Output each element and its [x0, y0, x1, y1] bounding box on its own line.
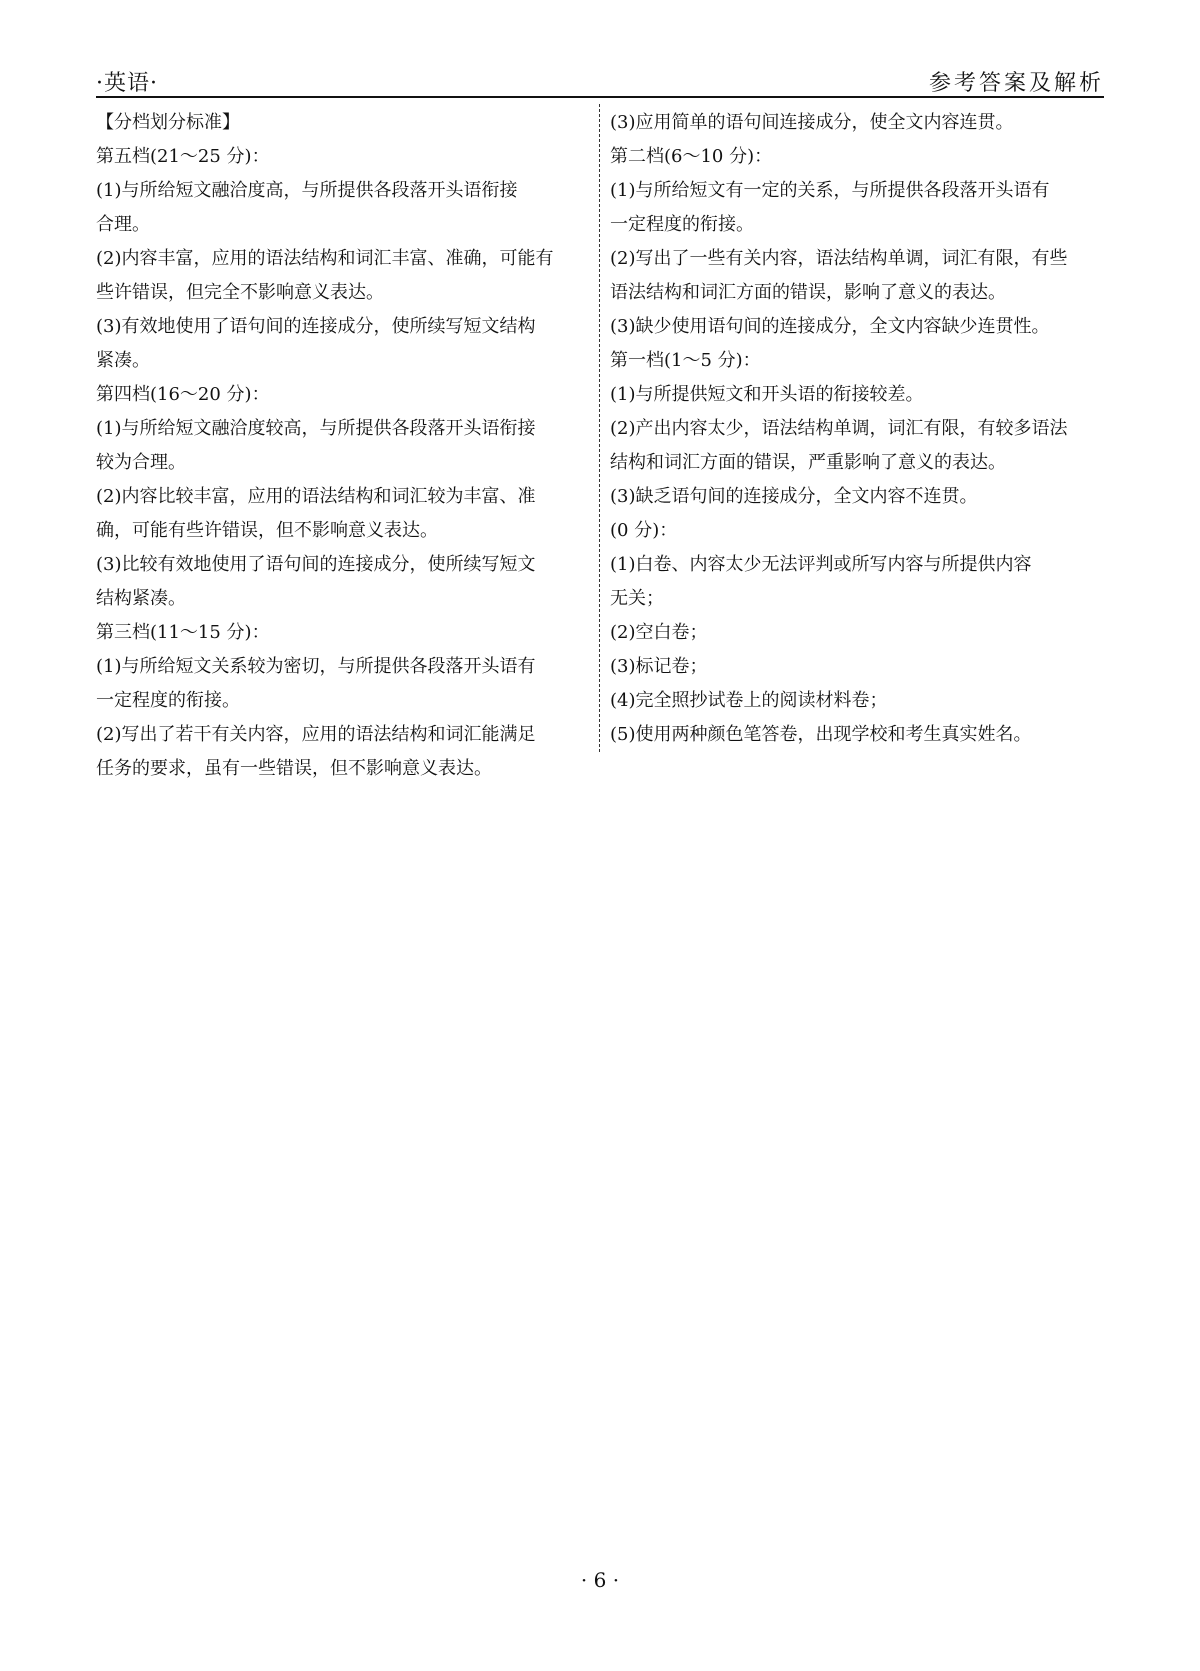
criteria-line: (1)与所给短文融洽度高，与所提供各段落开头语衔接	[96, 180, 518, 201]
criteria-line: (3)标记卷；	[610, 656, 708, 677]
criteria-line: (2)内容丰富，应用的语法结构和词汇丰富、准确，可能有	[96, 248, 554, 269]
criteria-line: (3)缺乏语句间的连接成分，全文内容不连贯。	[610, 486, 978, 507]
criteria-line: 结构和词汇方面的错误，严重影响了意义的表达。	[610, 452, 1006, 473]
right-column	[610, 106, 1110, 752]
grade-level-heading: 第一档(1～5 分)：	[610, 350, 761, 371]
criteria-line: 一定程度的衔接。	[610, 214, 754, 235]
criteria-line: 无关；	[610, 588, 664, 609]
criteria-line: 紧凑。	[96, 350, 150, 371]
grade-level-heading: 第五档(21～25 分)：	[96, 146, 270, 167]
criteria-line: 结构紧凑。	[96, 588, 186, 609]
page-header	[96, 62, 1104, 96]
criteria-line: (1)与所提供短文和开头语的衔接较差。	[610, 384, 924, 405]
criteria-line: (1)白卷、内容太少无法评判或所写内容与所提供内容	[610, 554, 1032, 575]
criteria-line: (3)比较有效地使用了语句间的连接成分，使所续写短文	[96, 554, 536, 575]
criteria-line: 较为合理。	[96, 452, 186, 473]
criteria-line: (5)使用两种颜色笔答卷，出现学校和考生真实姓名。	[610, 724, 1032, 745]
criteria-line: (2)写出了一些有关内容，语法结构单调，词汇有限，有些	[610, 248, 1068, 269]
criteria-line: 一定程度的衔接。	[96, 690, 240, 711]
grade-level-heading: 第四档(16～20 分)：	[96, 384, 270, 405]
section-title: 参考答案及解析	[928, 71, 1104, 96]
section-heading: 【分档划分标准】	[96, 112, 240, 133]
grade-level-heading: 第三档(11～15 分)：	[96, 622, 270, 643]
criteria-line: (4)完全照抄试卷上的阅读材料卷；	[610, 690, 888, 711]
criteria-line: (1)与所给短文有一定的关系，与所提供各段落开头语有	[610, 180, 1050, 201]
page-number: · 6 ·	[580, 1568, 620, 1592]
criteria-line: 些许错误，但完全不影响意义表达。	[96, 282, 384, 303]
criteria-line: (2)内容比较丰富，应用的语法结构和词汇较为丰富、准	[96, 486, 536, 507]
grade-level-heading: 第二档(6～10 分)：	[610, 146, 773, 167]
criteria-line: 确，可能有些许错误，但不影响意义表达。	[96, 520, 438, 541]
criteria-line: (3)缺少使用语句间的连接成分，全文内容缺少连贯性。	[610, 316, 1050, 337]
criteria-line: 任务的要求，虽有一些错误，但不影响意义表达。	[96, 758, 492, 779]
criteria-line: (3)应用简单的语句间连接成分，使全文内容连贯。	[610, 112, 1014, 133]
column-divider	[599, 104, 600, 752]
criteria-line: (2)写出了若干有关内容，应用的语法结构和词汇能满足	[96, 724, 536, 745]
header-rule	[96, 96, 1104, 98]
left-column	[96, 106, 596, 786]
subject-label: ·英语·	[96, 71, 158, 96]
criteria-line: (1)与所给短文融洽度较高，与所提供各段落开头语衔接	[96, 418, 536, 439]
criteria-line: (2)空白卷；	[610, 622, 708, 643]
criteria-line: 语法结构和词汇方面的错误，影响了意义的表达。	[610, 282, 1006, 303]
criteria-line: 合理。	[96, 214, 150, 235]
criteria-line: (2)产出内容太少，语法结构单调，词汇有限，有较多语法	[610, 418, 1068, 439]
grade-level-heading: (0 分)：	[610, 520, 678, 541]
criteria-line: (3)有效地使用了语句间的连接成分，使所续写短文结构	[96, 316, 536, 337]
criteria-line: (1)与所给短文关系较为密切，与所提供各段落开头语有	[96, 656, 536, 677]
